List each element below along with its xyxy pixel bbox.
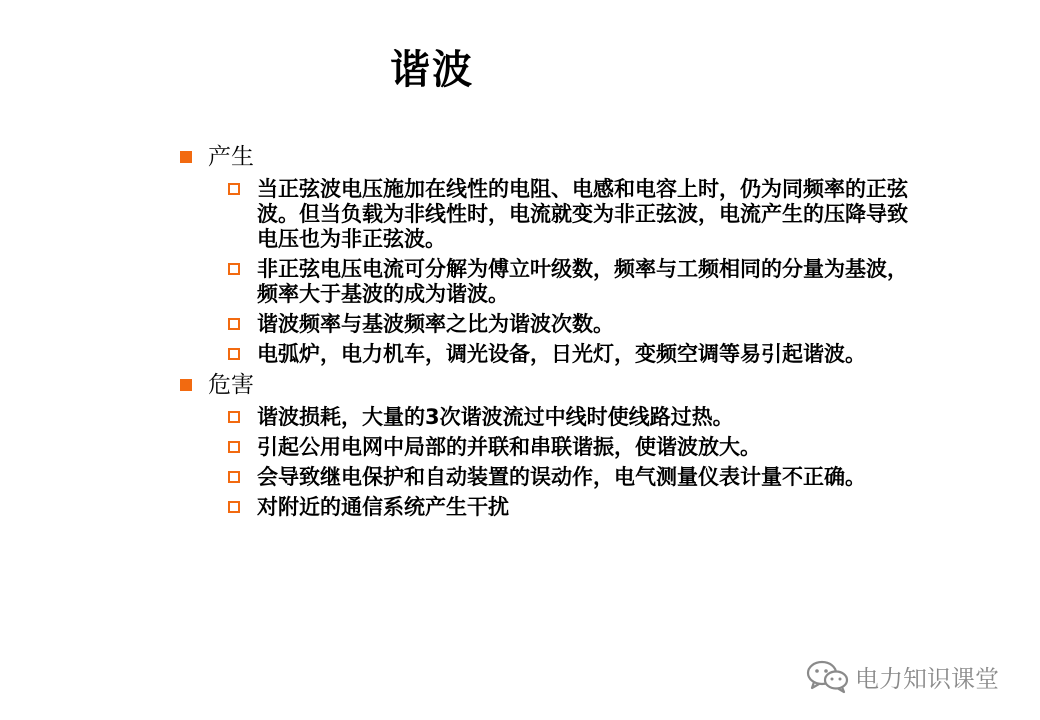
slide-title: 谐波 <box>390 47 474 93</box>
list-item-text: 非正弦电压电流可分解为傅立叶级数，频率与工频相同的分量为基波，频率大于基波的成为谐波。 <box>257 257 908 306</box>
hollow-square-bullet-icon <box>228 263 240 275</box>
list-item-text: 当正弦波电压施加在线性的电阻、电感和电容上时，仍为同频率的正弦波。但当负载为非线性时，电流就变为非正弦波，电流产生的压降导致电压也为非正弦波。 <box>257 177 908 251</box>
list-item-text: 电弧炉，电力机车，调光设备，日光灯，变频空调等易引起谐波。 <box>257 342 866 366</box>
list-item <box>228 465 918 490</box>
filled-square-bullet-icon <box>180 151 192 163</box>
wechat-icon <box>805 658 851 694</box>
list-item <box>228 435 918 460</box>
list-item <box>228 257 918 307</box>
list-item-text: 对附近的通信系统产生干扰 <box>257 495 509 519</box>
watermark-text: 电力知识课堂 <box>855 664 999 693</box>
list-item <box>228 342 918 367</box>
section-heading-generation <box>178 142 918 172</box>
hollow-square-bullet-icon <box>228 501 240 513</box>
section-heading-text: 产生 <box>208 144 254 170</box>
hollow-square-bullet-icon <box>228 411 240 423</box>
slide-content <box>178 140 918 523</box>
list-item <box>228 405 918 430</box>
hollow-square-bullet-icon <box>228 441 240 453</box>
list-item-text: 谐波损耗，大量的3次谐波流过中线时使线路过热。 <box>257 405 734 429</box>
hollow-square-bullet-icon <box>228 471 240 483</box>
watermark <box>805 658 999 694</box>
list-item-text: 会导致继电保护和自动装置的误动作，电气测量仪表计量不正确。 <box>257 465 866 489</box>
list-item <box>228 312 918 337</box>
filled-square-bullet-icon <box>180 379 192 391</box>
hollow-square-bullet-icon <box>228 318 240 330</box>
hollow-square-bullet-icon <box>228 183 240 195</box>
list-item-text: 谐波频率与基波频率之比为谐波次数。 <box>257 312 614 336</box>
list-item <box>228 177 918 252</box>
section-heading-text: 危害 <box>208 372 254 398</box>
hollow-square-bullet-icon <box>228 348 240 360</box>
list-item-text: 引起公用电网中局部的并联和串联谐振，使谐波放大。 <box>257 435 761 459</box>
section-heading-hazards <box>178 370 918 400</box>
list-item <box>228 495 918 520</box>
